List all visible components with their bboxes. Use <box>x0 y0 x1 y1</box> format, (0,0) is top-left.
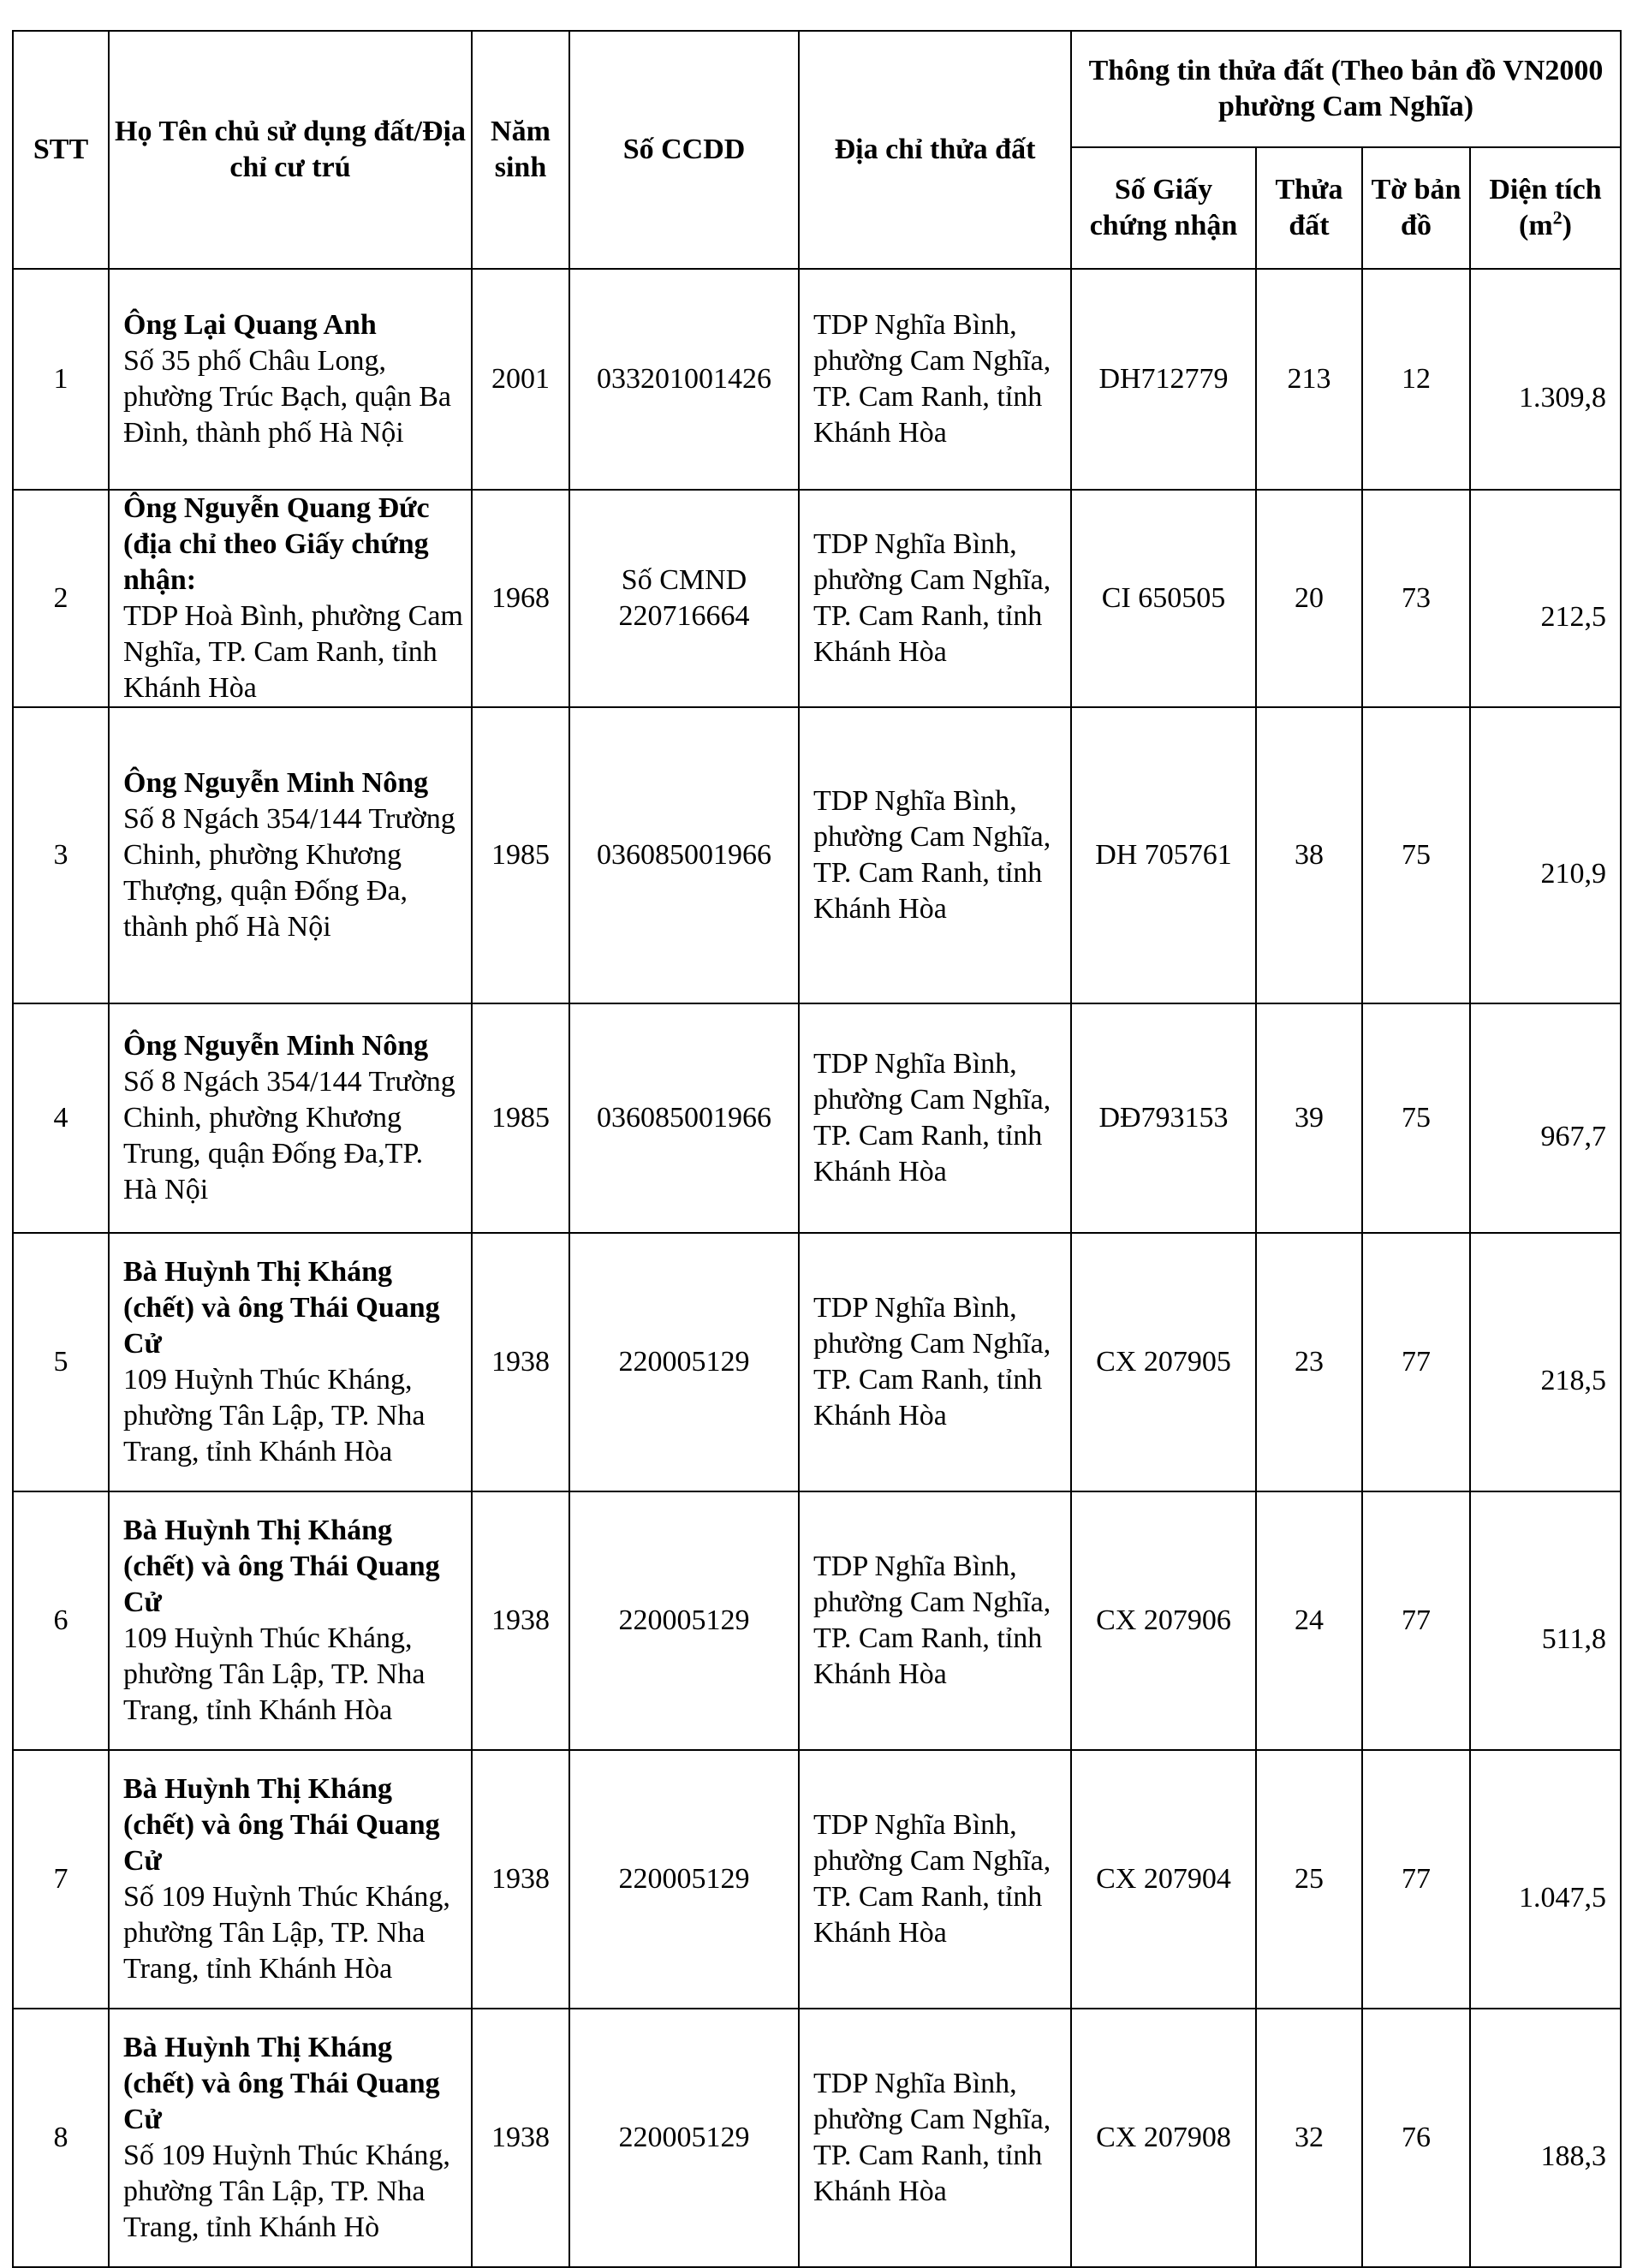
cell-map-sheet: 77 <box>1362 1750 1470 2009</box>
cell-parcel: 20 <box>1256 490 1362 707</box>
cell-area <box>1470 707 1621 1003</box>
cell-stt: 4 <box>13 1003 109 1233</box>
cell-land-address: TDP Nghĩa Bình, phường Cam Nghĩa, TP. Cam Ranh, tỉnh Khánh Hòa <box>799 269 1071 490</box>
cell-land-address: TDP Nghĩa Bình, phường Cam Nghĩa, TP. Cam Ranh, tỉnh Khánh Hòa <box>799 1233 1071 1491</box>
cell-area <box>1470 269 1621 490</box>
cell-parcel: 32 <box>1256 2009 1362 2267</box>
table-row <box>13 2009 1621 2267</box>
area-value: 210,9 <box>1540 858 1607 890</box>
cell-area <box>1470 2009 1621 2267</box>
owner-name: Ông Lại Quang Anh <box>123 309 377 341</box>
cell-parcel: 23 <box>1256 1233 1362 1491</box>
cell-parcel: 39 <box>1256 1003 1362 1233</box>
cell-owner <box>109 1233 472 1491</box>
header-birth-year: Năm sinh <box>472 31 569 269</box>
cell-land-address: TDP Nghĩa Bình, phường Cam Nghĩa, TP. Cam Ranh, tỉnh Khánh Hòa <box>799 1003 1071 1233</box>
cell-birth-year: 1938 <box>472 1750 569 2009</box>
area-value: 218,5 <box>1540 1365 1607 1396</box>
cell-stt: 6 <box>13 1491 109 1750</box>
cell-certificate: CX 207906 <box>1071 1491 1256 1750</box>
cell-certificate: CX 207904 <box>1071 1750 1256 2009</box>
table-header <box>13 31 1621 269</box>
header-land-info-group: Thông tin thửa đất (Theo bản đồ VN2000 phường Cam Nghĩa) <box>1071 31 1621 147</box>
cell-map-sheet: 76 <box>1362 2009 1470 2267</box>
owner-address: 109 Huỳnh Thúc Kháng, phường Tân Lập, TP. Nha Trang, tỉnh Khánh Hòa <box>123 1364 426 1467</box>
cell-id-number: 036085001966 <box>569 1003 799 1233</box>
cell-owner <box>109 1003 472 1233</box>
cell-stt: 7 <box>13 1750 109 2009</box>
cell-parcel: 24 <box>1256 1491 1362 1750</box>
owner-address: Số 109 Huỳnh Thúc Kháng, phường Tân Lập, TP. Nha Trang, tỉnh Khánh Hòa <box>123 1881 450 1985</box>
area-value: 188,3 <box>1540 2140 1607 2172</box>
cell-owner <box>109 490 472 707</box>
cell-birth-year: 1985 <box>472 1003 569 1233</box>
owner-name: Ông Nguyễn Quang Đức (địa chỉ theo Giấy chứng nhận: <box>123 492 430 596</box>
cell-birth-year: 1968 <box>472 490 569 707</box>
cell-area <box>1470 1491 1621 1750</box>
cell-land-address: TDP Nghĩa Bình, phường Cam Nghĩa, TP. Cam Ranh, tỉnh Khánh Hòa <box>799 2009 1071 2267</box>
header-parcel: Thửa đất <box>1256 147 1362 269</box>
cell-id-number: 220005129 <box>569 1491 799 1750</box>
cell-map-sheet: 75 <box>1362 1003 1470 1233</box>
cell-id-number: Số CMND 220716664 <box>569 490 799 707</box>
cell-map-sheet: 75 <box>1362 707 1470 1003</box>
cell-id-number: 220005129 <box>569 1750 799 2009</box>
header-area-close: ) <box>1562 210 1572 241</box>
cell-owner <box>109 707 472 1003</box>
owner-address: Số 8 Ngách 354/144 Trường Chinh, phường Khương Trung, quận Đống Đa,TP. Hà Nội <box>123 1066 455 1205</box>
cell-birth-year: 1985 <box>472 707 569 1003</box>
cell-stt: 1 <box>13 269 109 490</box>
cell-area <box>1470 490 1621 707</box>
cell-certificate: DH712779 <box>1071 269 1256 490</box>
header-id-number: Số CCDD <box>569 31 799 269</box>
cell-certificate: DĐ793153 <box>1071 1003 1256 1233</box>
cell-birth-year: 1938 <box>472 2009 569 2267</box>
cell-land-address: TDP Nghĩa Bình, phường Cam Nghĩa, TP. Cam Ranh, tỉnh Khánh Hòa <box>799 490 1071 707</box>
header-certificate: Số Giấy chứng nhận <box>1071 147 1256 269</box>
cell-map-sheet: 77 <box>1362 1491 1470 1750</box>
owner-address: Số 35 phố Châu Long, phường Trúc Bạch, quận Ba Đình, thành phố Hà Nội <box>123 345 451 449</box>
owner-address: Số 109 Huỳnh Thúc Kháng, phường Tân Lập, TP. Nha Trang, tỉnh Khánh Hò <box>123 2140 450 2243</box>
cell-id-number: 220005129 <box>569 2009 799 2267</box>
cell-stt: 5 <box>13 1233 109 1491</box>
area-value: 212,5 <box>1540 601 1607 633</box>
owner-address: TDP Hoà Bình, phường Cam Nghĩa, TP. Cam Ranh, tỉnh Khánh Hòa <box>123 600 463 704</box>
cell-id-number: 036085001966 <box>569 707 799 1003</box>
cell-area <box>1470 1003 1621 1233</box>
header-map-sheet: Tờ bản đồ <box>1362 147 1470 269</box>
owner-name: Ông Nguyễn Minh Nông <box>123 1030 429 1062</box>
cell-id-number: 033201001426 <box>569 269 799 490</box>
area-value: 1.047,5 <box>1519 1882 1607 1914</box>
cell-owner <box>109 269 472 490</box>
header-area-superscript: 2 <box>1552 206 1563 229</box>
owner-address: 109 Huỳnh Thúc Kháng, phường Tân Lập, TP. Nha Trang, tỉnh Khánh Hòa <box>123 1622 426 1726</box>
header-area-text: Diện tích (m <box>1489 174 1602 241</box>
owner-name: Ông Nguyễn Minh Nông <box>123 767 429 799</box>
area-value: 511,8 <box>1541 1623 1607 1655</box>
table-row <box>13 1750 1621 2009</box>
cell-birth-year: 2001 <box>472 269 569 490</box>
header-land-address: Địa chỉ thửa đất <box>799 31 1071 269</box>
cell-owner <box>109 2009 472 2267</box>
cell-birth-year: 1938 <box>472 1233 569 1491</box>
cell-certificate: CI 650505 <box>1071 490 1256 707</box>
cell-stt: 2 <box>13 490 109 707</box>
cell-map-sheet: 77 <box>1362 1233 1470 1491</box>
header-area <box>1470 147 1621 269</box>
cell-area <box>1470 1750 1621 2009</box>
table-row <box>13 1233 1621 1491</box>
header-owner: Họ Tên chủ sử dụng đất/Địa chỉ cư trú <box>109 31 472 269</box>
cell-parcel: 25 <box>1256 1750 1362 2009</box>
cell-owner <box>109 1491 472 1750</box>
table-row <box>13 707 1621 1003</box>
owner-name: Bà Huỳnh Thị Kháng (chết) và ông Thái Quang Cử <box>123 1773 440 1877</box>
cell-parcel: 38 <box>1256 707 1362 1003</box>
owner-name: Bà Huỳnh Thị Kháng (chết) và ông Thái Quang Cử <box>123 1515 440 1618</box>
cell-certificate: CX 207905 <box>1071 1233 1256 1491</box>
cell-land-address: TDP Nghĩa Bình, phường Cam Nghĩa, TP. Cam Ranh, tỉnh Khánh Hòa <box>799 1750 1071 2009</box>
table-row <box>13 1003 1621 1233</box>
cell-land-address: TDP Nghĩa Bình, phường Cam Nghĩa, TP. Cam Ranh, tỉnh Khánh Hòa <box>799 707 1071 1003</box>
cell-stt: 3 <box>13 707 109 1003</box>
area-value: 1.309,8 <box>1519 382 1607 414</box>
cell-map-sheet: 12 <box>1362 269 1470 490</box>
cell-map-sheet: 73 <box>1362 490 1470 707</box>
cell-owner <box>109 1750 472 2009</box>
cell-stt: 8 <box>13 2009 109 2267</box>
table-row <box>13 1491 1621 1750</box>
header-stt: STT <box>13 31 109 269</box>
owner-name: Bà Huỳnh Thị Kháng (chết) và ông Thái Quang Cử <box>123 2032 440 2135</box>
land-parcel-table <box>12 30 1622 2268</box>
area-value: 967,7 <box>1540 1121 1607 1152</box>
cell-area <box>1470 1233 1621 1491</box>
cell-certificate: CX 207908 <box>1071 2009 1256 2267</box>
table-row <box>13 269 1621 490</box>
cell-id-number: 220005129 <box>569 1233 799 1491</box>
cell-land-address: TDP Nghĩa Bình, phường Cam Nghĩa, TP. Cam Ranh, tỉnh Khánh Hòa <box>799 1491 1071 1750</box>
table-body <box>13 269 1621 2267</box>
cell-parcel: 213 <box>1256 269 1362 490</box>
table-row <box>13 490 1621 707</box>
cell-birth-year: 1938 <box>472 1491 569 1750</box>
cell-certificate: DH 705761 <box>1071 707 1256 1003</box>
owner-name: Bà Huỳnh Thị Kháng (chết) và ông Thái Quang Cử <box>123 1256 440 1360</box>
owner-address: Số 8 Ngách 354/144 Trường Chinh, phường Khương Thượng, quận Đống Đa, thành phố Hà Nội <box>123 803 455 943</box>
